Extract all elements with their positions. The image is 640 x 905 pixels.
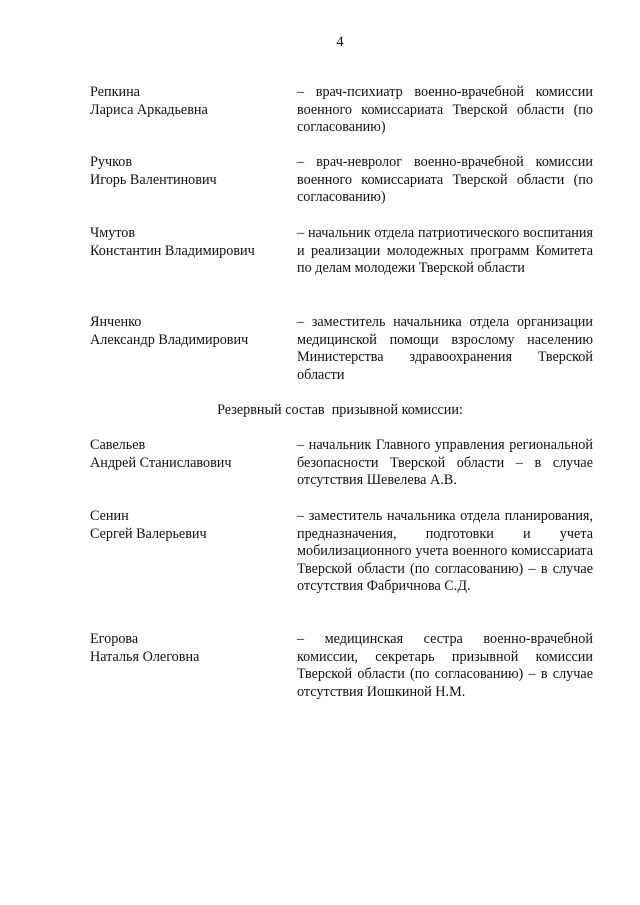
member-surname: Егорова	[90, 631, 139, 647]
member-name	[90, 154, 290, 189]
member-role: – медицинская сестра военно-врачебной комиссии, секретарь призывной комиссии Тверской области (по согласованию) – в случае отсутствия Иошкиной Н.М.	[297, 631, 593, 700]
member-role: – врач-невролог военно-врачебной комиссии военного комиссариата Тверской области (по согласованию)	[297, 154, 593, 206]
member-surname: Ручков	[90, 154, 133, 170]
page-number: 4	[336, 34, 344, 50]
member-given-name: Александр Владимирович	[90, 331, 249, 348]
member-surname: Янченко	[90, 314, 142, 330]
member-given-name: Андрей Станиславович	[90, 454, 232, 471]
member-name	[90, 508, 290, 543]
member-role: – врач-психиатр военно-врачебной комиссии военного комиссариата Тверской области (по согласованию)	[297, 84, 593, 136]
member-name	[90, 225, 290, 260]
member-name	[90, 631, 290, 666]
reserve-section-heading: Резервный состав призывной комиссии:	[217, 402, 463, 418]
member-given-name: Наталья Олеговна	[90, 648, 200, 665]
member-surname: Савельев	[90, 437, 146, 453]
member-given-name: Константин Владимирович	[90, 242, 255, 259]
member-surname: Чмутов	[90, 225, 136, 241]
member-name	[90, 84, 290, 119]
member-name	[90, 314, 290, 349]
member-given-name: Лариса Аркадьевна	[90, 101, 208, 118]
member-role: – начальник отдела патриотического воспитания и реализации молодежных программ Комитета по делам молодежи Тверской области	[297, 225, 593, 277]
member-role: – начальник Главного управления региональной безопасности Тверской области – в случае отсутствия Шевелева А.В.	[297, 437, 593, 489]
member-role: – заместитель начальника отдела планирования, предназначения, подготовки и учета мобилизационного учета военного комиссариата Тверской области (по согласованию) – в случае отсутствия Фабричнова С.Д.	[297, 508, 593, 595]
member-given-name: Игорь Валентинович	[90, 171, 217, 188]
member-surname: Репкина	[90, 84, 140, 100]
member-surname: Сенин	[90, 508, 129, 524]
member-given-name: Сергей Валерьевич	[90, 525, 207, 542]
member-name	[90, 437, 290, 472]
member-role: – заместитель начальника отдела организации медицинской помощи взрослому населению Министерства здравоохранения Тверской области	[297, 314, 593, 383]
